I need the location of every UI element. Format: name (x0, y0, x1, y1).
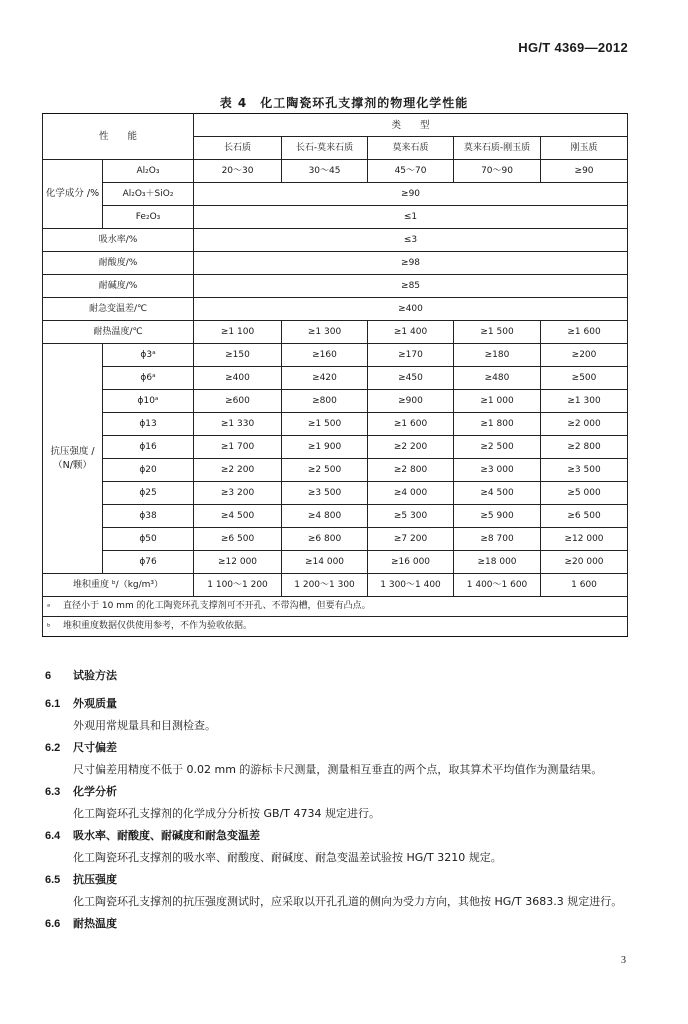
page-number: 3 (621, 955, 626, 966)
table-cell: 1 400～1 600 (454, 574, 541, 597)
table-cell: ≥1 600 (368, 413, 454, 436)
test-methods (45, 665, 635, 935)
table-cell: ≥1 500 (454, 321, 541, 344)
section-title: 外观质量 (73, 697, 117, 710)
table-row (43, 436, 628, 459)
properties-table (42, 113, 628, 637)
section-title: 尺寸偏差 (73, 741, 117, 754)
table-cell: ≥8 700 (454, 528, 541, 551)
table-cell: ≥400 (194, 298, 628, 321)
property-header: 性 能 (43, 114, 194, 160)
table-cell: ≥6 500 (194, 528, 282, 551)
table-cell: ≥1 100 (194, 321, 282, 344)
row-label: ϕ10ᵃ (103, 390, 194, 413)
table-cell: ≥1 700 (194, 436, 282, 459)
table-cell: ≤3 (194, 229, 628, 252)
row-label: ϕ50 (103, 528, 194, 551)
section-number: 6.5 (45, 874, 61, 886)
row-label: ϕ13 (103, 413, 194, 436)
section-heading (45, 693, 635, 715)
table-cell: 30～45 (282, 160, 368, 183)
table-cell: 70～90 (454, 160, 541, 183)
row-label: Al₂O₃ (103, 160, 194, 183)
table-cell: ≥5 900 (454, 505, 541, 528)
section-title: 试验方法 (73, 669, 117, 682)
table-cell: ≤1 (194, 206, 628, 229)
chem-group-label: 化学成分 /% (43, 160, 103, 229)
table-cell: ≥900 (368, 390, 454, 413)
row-label: Al₂O₃＋SiO₂ (103, 183, 194, 206)
table-cell: ≥12 000 (194, 551, 282, 574)
section-number: 6.4 (45, 830, 61, 842)
section-heading (45, 825, 635, 847)
row-label: ϕ6ᵃ (103, 367, 194, 390)
section-heading (45, 737, 635, 759)
table-row (43, 459, 628, 482)
table-row (43, 390, 628, 413)
section-number: 6.1 (45, 698, 61, 710)
section-title: 化学分析 (73, 785, 117, 798)
table-row (43, 229, 628, 252)
table-row (43, 367, 628, 390)
row-label: Fe₂O₃ (103, 206, 194, 229)
table-cell: ≥1 500 (282, 413, 368, 436)
row-label: 耐急变温差/℃ (43, 298, 194, 321)
section-number: 6.6 (45, 918, 61, 930)
note-mark: ᵃ (47, 602, 51, 611)
table-cell: ≥3 000 (454, 459, 541, 482)
section-number: 6 (45, 670, 52, 682)
row-label: ϕ38 (103, 505, 194, 528)
table-row (43, 528, 628, 551)
table-cell: ≥2 000 (541, 413, 628, 436)
section-paragraph: 化工陶瓷环孔支撑剂的吸水率、耐酸度、耐碱度、耐急变温差试验按 HG/T 3210 规定。 (73, 851, 502, 864)
section-heading (45, 781, 635, 803)
section-paragraph: 外观用常规量具和目测检查。 (73, 719, 216, 732)
table-note-row (43, 617, 628, 637)
section-heading (45, 913, 635, 935)
table-cell: ≥5 000 (541, 482, 628, 505)
table-cell: ≥1 300 (282, 321, 368, 344)
row-label: ϕ3ᵃ (103, 344, 194, 367)
table-cell: ≥600 (194, 390, 282, 413)
table-row (43, 206, 628, 229)
table-row (43, 413, 628, 436)
type-name: 刚玉质 (541, 137, 628, 160)
section-number: 6.2 (45, 742, 61, 754)
table-row (43, 160, 628, 183)
table-cell: ≥170 (368, 344, 454, 367)
table-cell: ≥480 (454, 367, 541, 390)
note-text: 堆积重度数据仅供使用参考，不作为验收依据。 (63, 621, 253, 631)
table-cell: 45～70 (368, 160, 454, 183)
table-cell: ≥6 800 (282, 528, 368, 551)
table-cell: ≥2 200 (368, 436, 454, 459)
table-cell: ≥4 800 (282, 505, 368, 528)
table-cell: ≥4 000 (368, 482, 454, 505)
table-cell: ≥400 (194, 367, 282, 390)
table-cell: ≥1 300 (541, 390, 628, 413)
table-cell: 1 200～1 300 (282, 574, 368, 597)
table-cell: ≥2 800 (368, 459, 454, 482)
table-row (43, 482, 628, 505)
table-header-row (43, 114, 628, 137)
table-row (43, 183, 628, 206)
row-label: ϕ20 (103, 459, 194, 482)
table-cell: ≥1 330 (194, 413, 282, 436)
row-label: 耐酸度/% (43, 252, 194, 275)
table-cell: ≥1 600 (541, 321, 628, 344)
type-name: 长石质 (194, 137, 282, 160)
table-cell: ≥1 400 (368, 321, 454, 344)
table-row (43, 321, 628, 344)
row-label: ϕ16 (103, 436, 194, 459)
type-name: 莫来石质 (368, 137, 454, 160)
section-title: 吸水率、耐酸度、耐碱度和耐急变温差 (73, 829, 260, 842)
type-name: 长石-莫来石质 (282, 137, 368, 160)
table-cell: ≥2 200 (194, 459, 282, 482)
table-cell: ≥450 (368, 367, 454, 390)
table-cell: ≥3 500 (282, 482, 368, 505)
table-row (43, 252, 628, 275)
table-note (43, 597, 628, 617)
table-row (43, 275, 628, 298)
type-name: 莫来石质-刚玉质 (454, 137, 541, 160)
table-cell: ≥7 200 (368, 528, 454, 551)
section-heading (45, 665, 635, 687)
row-label: 吸水率/% (43, 229, 194, 252)
table-cell: ≥5 300 (368, 505, 454, 528)
row-label: 耐碱度/% (43, 275, 194, 298)
table-cell: ≥98 (194, 252, 628, 275)
table-cell: ≥180 (454, 344, 541, 367)
table-cell: 1 300～1 400 (368, 574, 454, 597)
section-number: 6.3 (45, 786, 61, 798)
table-cell: ≥16 000 (368, 551, 454, 574)
table-cell: ≥1 900 (282, 436, 368, 459)
row-label: ϕ25 (103, 482, 194, 505)
table-cell: ≥800 (282, 390, 368, 413)
table-cell: ≥85 (194, 275, 628, 298)
table-cell: ≥200 (541, 344, 628, 367)
section-title: 耐热温度 (73, 917, 117, 930)
table-cell: ≥90 (194, 183, 628, 206)
table-cell: ≥160 (282, 344, 368, 367)
table-note-row (43, 597, 628, 617)
table-title: 表 4 化工陶瓷环孔支撑剂的物理化学性能 (219, 96, 469, 110)
table-cell: ≥2 500 (282, 459, 368, 482)
table-note (43, 617, 628, 637)
note-text: 直径小于 10 mm 的化工陶瓷环孔支撑剂可不开孔、不带沟槽，但要有凸点。 (63, 601, 371, 611)
table-cell: ≥2 800 (541, 436, 628, 459)
row-label: 耐热温度/℃ (43, 321, 194, 344)
table-cell: 1 600 (541, 574, 628, 597)
table-cell: ≥90 (541, 160, 628, 183)
section-title: 抗压强度 (73, 873, 117, 886)
table-cell: ≥1 000 (454, 390, 541, 413)
table-cell: ≥20 000 (541, 551, 628, 574)
table-cell: 20～30 (194, 160, 282, 183)
table-cell: ≥4 500 (194, 505, 282, 528)
table-cell: 1 100～1 200 (194, 574, 282, 597)
row-label: ϕ76 (103, 551, 194, 574)
table-cell: ≥500 (541, 367, 628, 390)
strength-group-label: 抗压强度 /（N/颗） (43, 344, 103, 574)
table-cell: ≥1 800 (454, 413, 541, 436)
table-cell: ≥150 (194, 344, 282, 367)
table-cell: ≥420 (282, 367, 368, 390)
table-cell: ≥2 500 (454, 436, 541, 459)
table-row (43, 344, 628, 367)
row-label: 堆积重度 ᵇ/（kg/m³） (43, 574, 194, 597)
table-cell: ≥6 500 (541, 505, 628, 528)
table-row (43, 505, 628, 528)
section-heading (45, 869, 635, 891)
table-row (43, 298, 628, 321)
note-mark: ᵇ (47, 622, 51, 631)
section-paragraph: 化工陶瓷环孔支撑剂的化学成分分析按 GB/T 4734 规定进行。 (73, 807, 380, 820)
table-cell: ≥3 200 (194, 482, 282, 505)
table-row (43, 574, 628, 597)
table-cell: ≥3 500 (541, 459, 628, 482)
table-cell: ≥4 500 (454, 482, 541, 505)
table-row (43, 551, 628, 574)
standard-number: HG/T 4369—2012 (518, 40, 628, 55)
section-paragraph: 尺寸偏差用精度不低于 0.02 mm 的游标卡尺测量，测量相互垂直的两个点，取其算术平均值作为测量结果。 (73, 763, 603, 776)
type-header: 类 型 (194, 114, 628, 137)
table-cell: ≥18 000 (454, 551, 541, 574)
table-cell: ≥12 000 (541, 528, 628, 551)
section-paragraph: 化工陶瓷环孔支撑剂的抗压强度测试时，应采取以开孔孔道的侧向为受力方向，其他按 HG/T 3683.3 规定进行。 (73, 895, 623, 908)
table-cell: ≥14 000 (282, 551, 368, 574)
